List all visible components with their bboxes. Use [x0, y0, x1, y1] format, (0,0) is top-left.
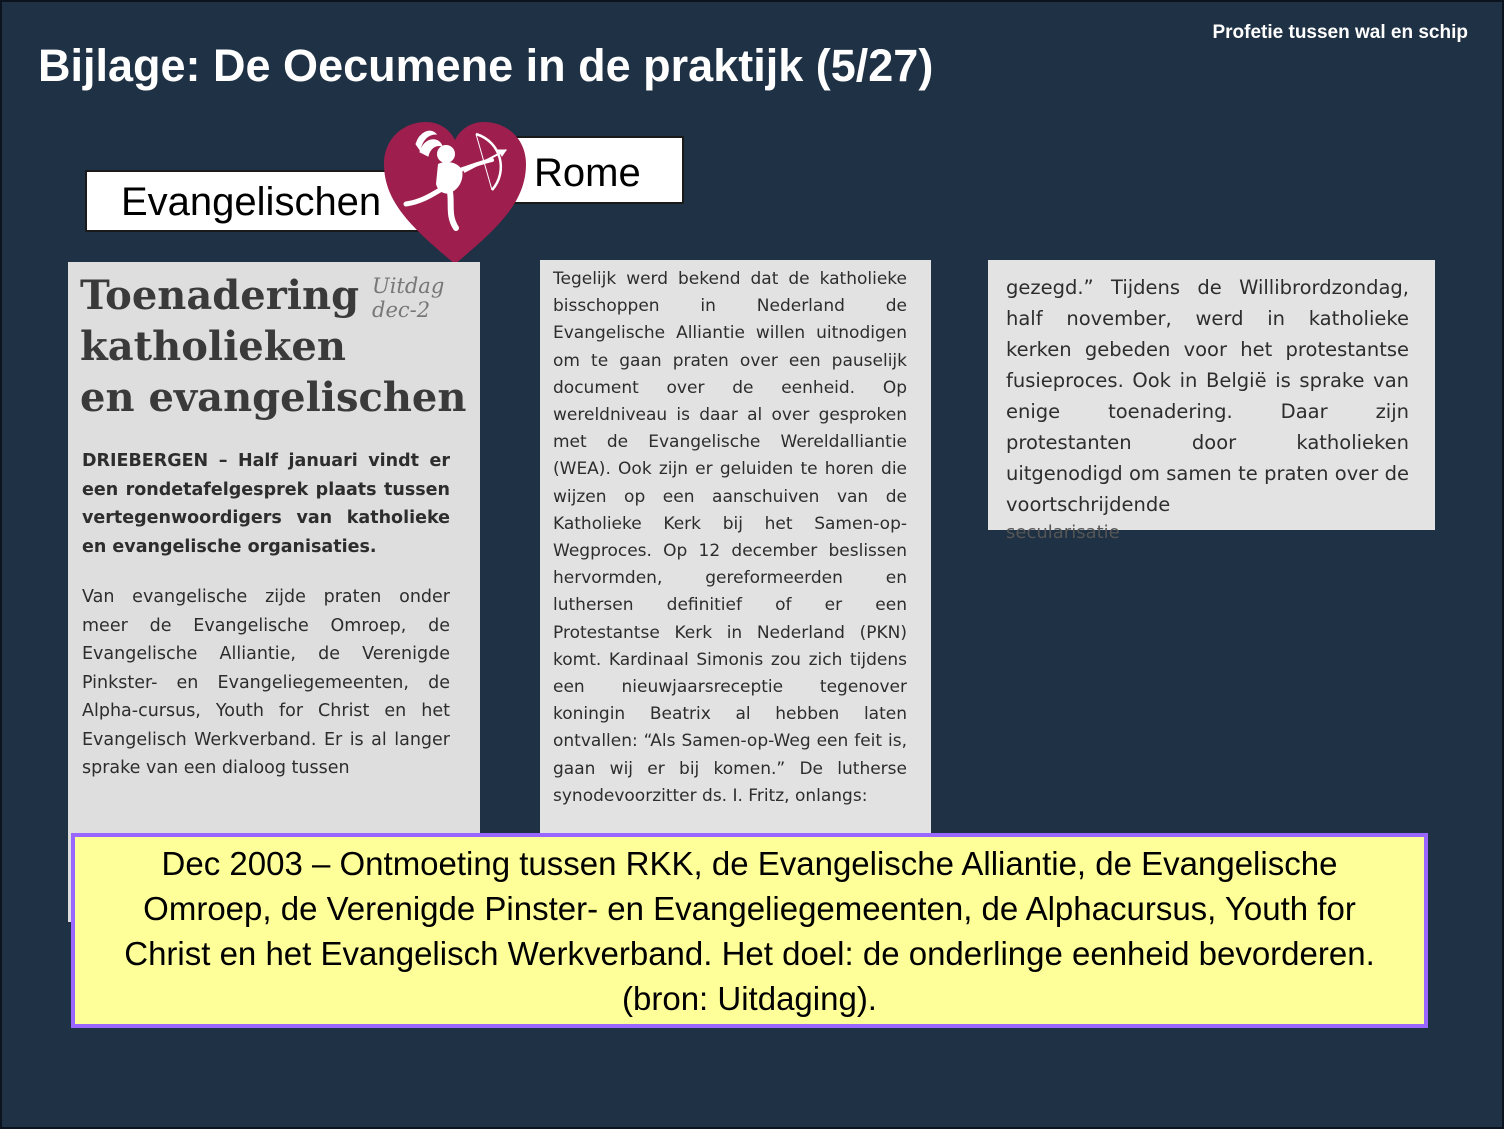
handwritten-note-line: Uitdag [372, 274, 445, 298]
headline-line: en evangelischen [80, 374, 467, 421]
newspaper-clipping-1 [68, 262, 480, 922]
heart-shape [384, 122, 526, 264]
newspaper-clipping-2 [540, 260, 931, 860]
handwritten-note-line: dec-2 [372, 298, 431, 322]
evangelischen-label-text: Evangelischen [121, 180, 382, 224]
handwritten-note [372, 274, 472, 322]
clipping-column-text: gezegd.” Tijdens de Willibrordzondag, half november, werd in katholieke kerken gebeden voor het protestantse fusieproces. Ook in België is sprake van enige toenadering. Daar zijn protestanten door katholieken uitgenodigd om samen te praten over de voortschrijdende [1006, 276, 1409, 516]
heart-with-cupid-icon [380, 120, 530, 266]
rome-label-text: Rome [534, 151, 641, 195]
cut-off-text-line: secularisatie [1006, 522, 1120, 543]
newspaper-clipping-3 [988, 260, 1435, 543]
clipping-body: Van evangelische zijde praten onder meer de Evangelische Omroep, de Evangelische Alliantie, de Verenigde Pinkster- en Evangeliegemeenten, de Alpha-cursus, Youth for Christ en het Evangelisch Werkverband. Er is al langer sprake van een dialoog tussen [82, 587, 450, 778]
caption-text: Dec 2003 – Ontmoeting tussen RKK, de Evangelische Alliantie, de Evangelische Omroep, de Verenigde Pinster- en Evangeliegemeenten, de Alphacursus, Youth for Christ en het Evangelisch Werkverband. Het doel: de onderlinge eenheid bevorderen. (bron: Uitdaging). [124, 844, 1375, 1017]
headline-line: katholieken [80, 323, 346, 370]
clipping-column-text: Tegelijk werd bekend dat de katholieke bisschoppen in Nederland de Evangelische Alliantie willen uitnodigen om te gaan praten over een pauselijk document over de eenheid. Op wereldniveau is daar al over gesproken met de Evangelische Wereldalliantie (WEA). Ook zijn er geluiden te horen die wijzen op een aanschuiven van de Katholieke Kerk bij het Samen-op-Wegproces. Op 12 december beslissen hervormden, gereformeerden en luthersen definitief of er een Protestantse Kerk in Nederland (PKN) komt. Kardinaal Simonis zou zich tijdens een nieuwjaarsreceptie tegenover koningin Beatrix al hebben laten ontvallen: “Als Samen-op-Weg een feit is, gaan wij er bij komen.” De lutherse synodevoorzitter ds. I. Fritz, onlangs: [553, 269, 907, 806]
caption-box [71, 833, 1428, 1028]
clipping-lead: DRIEBERGEN – Half januari vindt er een rondetafelgesprek plaats tussen vertegenwoordigers van katholieke en evangelische organisaties. [82, 451, 450, 557]
headline-line: Toenadering [80, 272, 360, 319]
slide-title: Bijlage: De Oecumene in de praktijk (5/27) [38, 40, 934, 91]
show-through-text [80, 425, 468, 443]
presentation-title: Profetie tussen wal en schip [1212, 22, 1468, 43]
